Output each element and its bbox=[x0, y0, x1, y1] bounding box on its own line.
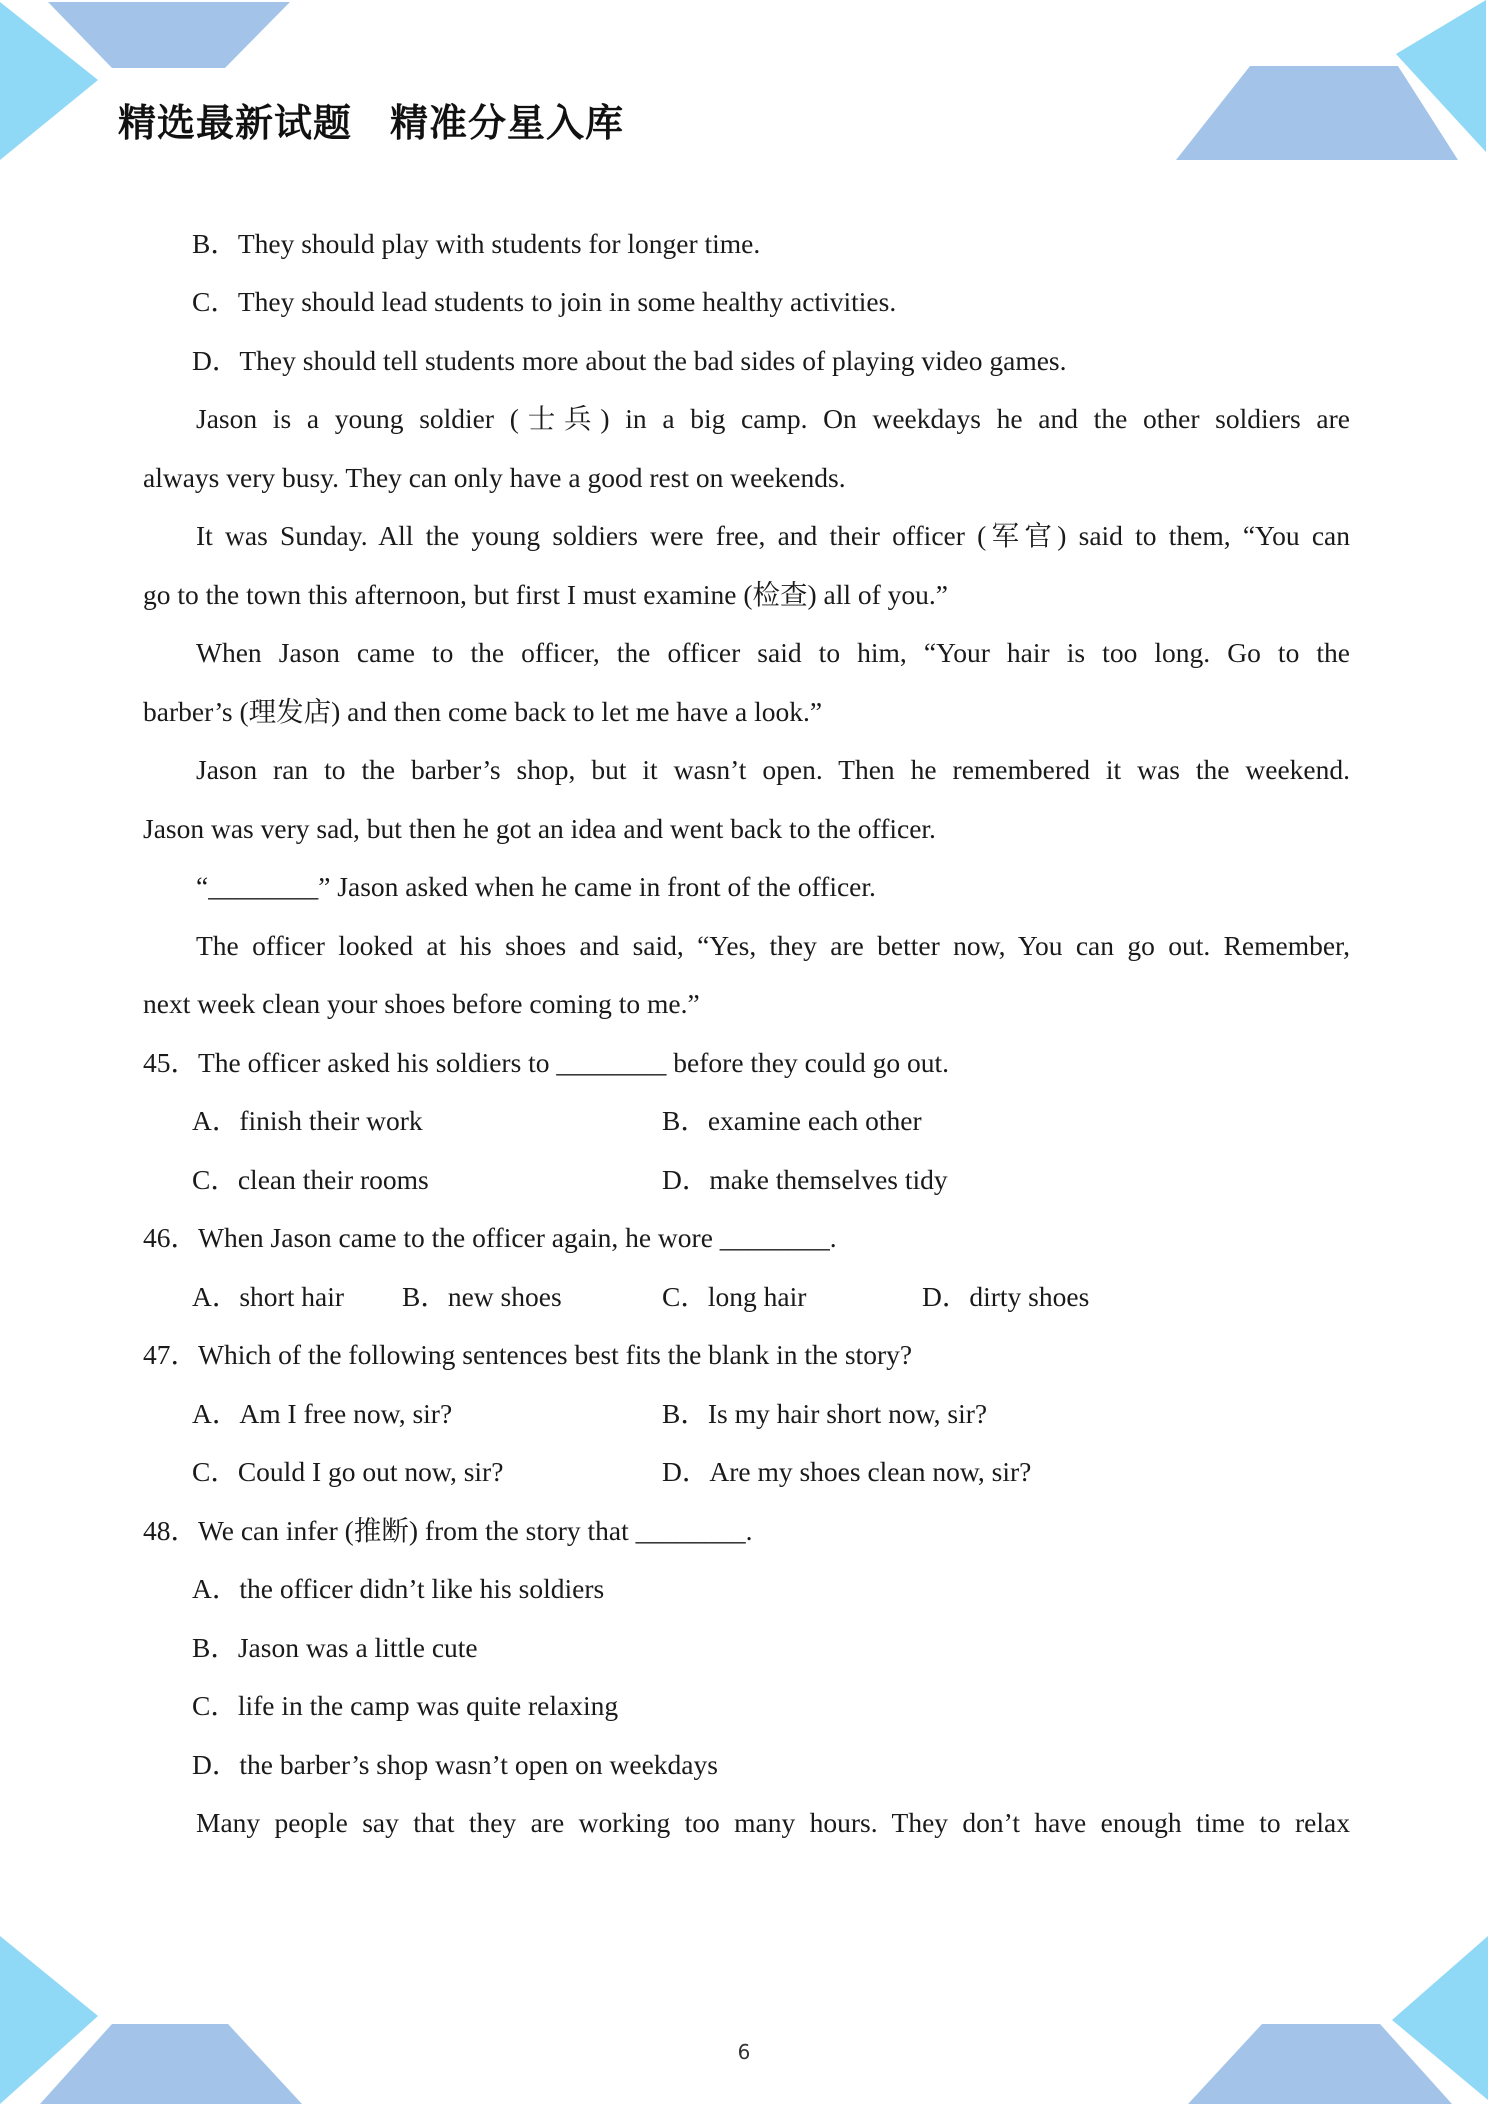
question-45: 45．The officer asked his soldiers to ________ before they could go out. bbox=[143, 1047, 949, 1078]
question-48: 48．We can infer (推断) from the story that ________. bbox=[143, 1515, 753, 1546]
q45-option-c: C．clean their rooms bbox=[192, 1164, 429, 1195]
page-number: 6 bbox=[737, 2040, 751, 2064]
q44-option-b: B．They should play with students for longer time. bbox=[192, 228, 761, 259]
corner-trapezoid-bottom-left bbox=[40, 2024, 302, 2104]
q46-option-a: A．short hair bbox=[192, 1281, 344, 1312]
q44-option-c: C．They should lead students to join in some healthy activities. bbox=[192, 286, 897, 317]
paragraph-7-line-1: Many people say that they are working too many hours. They don’t have enough time to relax bbox=[196, 1807, 1350, 1838]
q46-option-d: D．dirty shoes bbox=[922, 1281, 1090, 1312]
question-46: 46．When Jason came to the officer again, he wore ________. bbox=[143, 1222, 837, 1253]
paragraph-3-line-1: When Jason came to the officer, the officer said to him, “Your hair is too long. Go to the bbox=[196, 637, 1350, 668]
q48-option-b: B．Jason was a little cute bbox=[192, 1632, 478, 1663]
paragraph-2-line-2: go to the town this afternoon, but first I must examine (检查) all of you.” bbox=[143, 579, 948, 610]
q47-option-d: D．Are my shoes clean now, sir? bbox=[662, 1456, 1032, 1487]
paragraph-1-line-2: always very busy. They can only have a good rest on weekends. bbox=[143, 462, 846, 493]
paragraph-4-line-1: Jason ran to the barber’s shop, but it wasn’t open. Then he remembered it was the weekend. bbox=[196, 754, 1350, 785]
corner-trapezoid-top-left bbox=[48, 2, 290, 68]
q46-option-c: C．long hair bbox=[662, 1281, 807, 1312]
corner-trapezoid-top-right bbox=[1176, 66, 1458, 160]
paragraph-2-line-1: It was Sunday. All the young soldiers were free, and their officer (军官) said to them, “You can bbox=[196, 520, 1350, 551]
paragraph-6-line-1: The officer looked at his shoes and said, “Yes, they are better now, You can go out. Remember, bbox=[196, 930, 1350, 961]
q44-option-d: D．They should tell students more about the bad sides of playing video games. bbox=[192, 345, 1067, 376]
header-title-part1: 精选最新试题 bbox=[118, 101, 353, 145]
q47-option-b: B．Is my hair short now, sir? bbox=[662, 1398, 988, 1429]
paragraph-4-line-2: Jason was very sad, but then he got an idea and went back to the officer. bbox=[143, 813, 936, 844]
header-title-part2: 精准分星入库 bbox=[390, 101, 625, 145]
paragraph-1-line-1: Jason is a young soldier (士兵) in a big camp. On weekdays he and the other soldiers are bbox=[196, 403, 1350, 434]
q48-option-d: D．the barber’s shop wasn’t open on weekdays bbox=[192, 1749, 718, 1780]
paragraph-6-line-2: next week clean your shoes before coming to me.” bbox=[143, 988, 700, 1019]
q47-option-c: C．Could I go out now, sir? bbox=[192, 1456, 504, 1487]
q45-option-b: B．examine each other bbox=[662, 1105, 922, 1136]
question-47: 47．Which of the following sentences best fits the blank in the story? bbox=[143, 1339, 913, 1370]
page-header bbox=[118, 92, 624, 147]
q46-option-b: B．new shoes bbox=[402, 1281, 562, 1312]
paragraph-3-line-2: barber’s (理发店) and then come back to let me have a look.” bbox=[143, 696, 823, 727]
q48-option-a: A．the officer didn’t like his soldiers bbox=[192, 1573, 605, 1604]
q47-option-a: A．Am I free now, sir? bbox=[192, 1398, 453, 1429]
paragraph-5: “________” Jason asked when he came in front of the officer. bbox=[196, 871, 876, 902]
q45-option-a: A．finish their work bbox=[192, 1105, 423, 1136]
q48-option-c: C．life in the camp was quite relaxing bbox=[192, 1690, 619, 1721]
q45-option-d: D．make themselves tidy bbox=[662, 1164, 948, 1195]
